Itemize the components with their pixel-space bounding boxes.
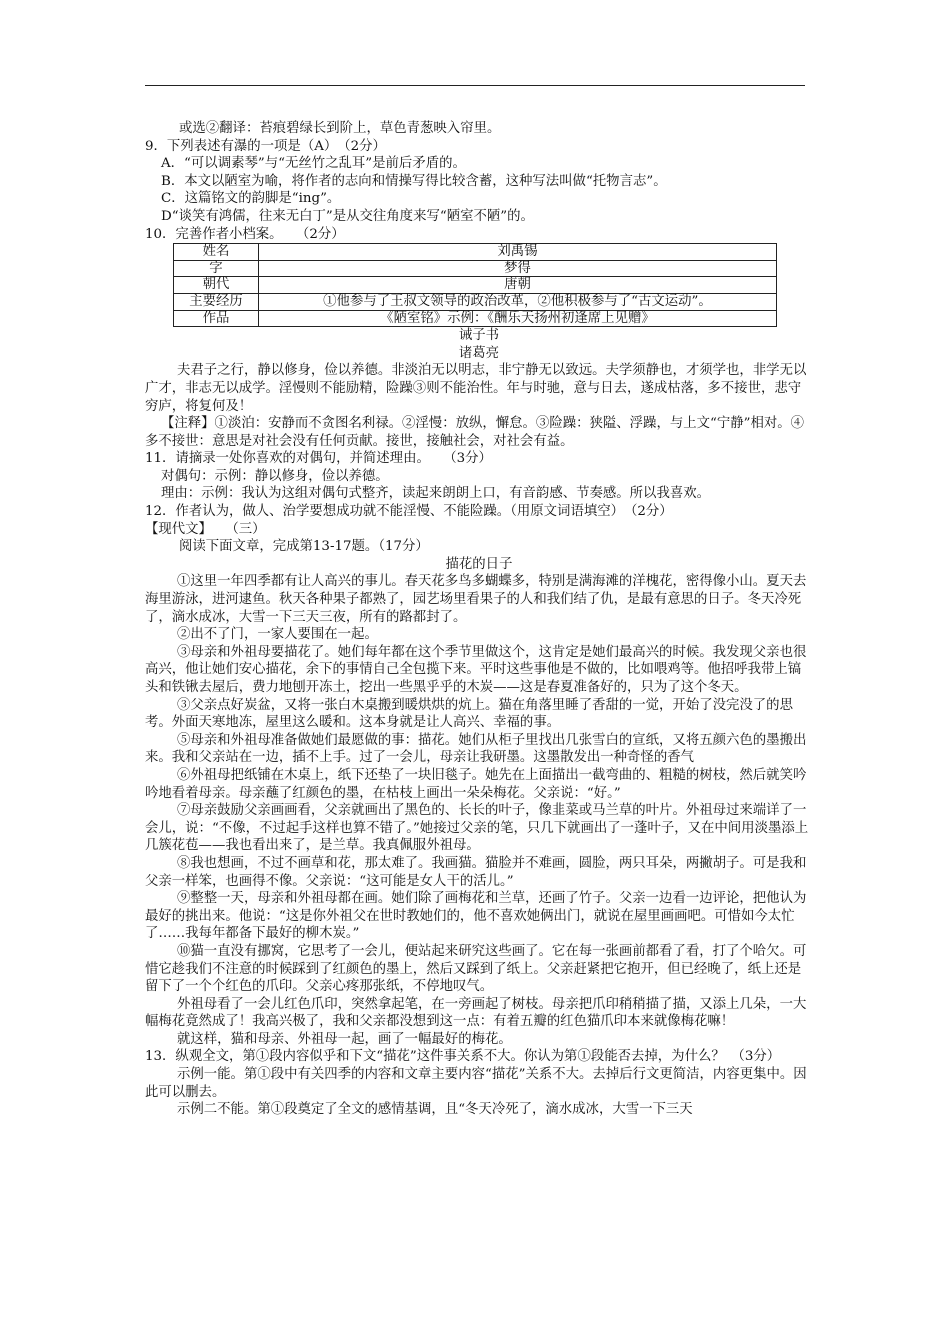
section-heading: 【现代文】 （三） — [145, 521, 266, 537]
story-paragraph: ⑩猫一直没有挪窝，它思考了一会儿，便站起来研究这些画了。它在每一张画前都看了看，打了个哈欠。可惜它趁我们不注意的时候踩到了红颜色的墨上，然后又踩到了纸上。父亲赶紧把它抱开，但已经晚了，纸上还是留下了一个个红色的爪印。父亲心疼那张纸，不停地叹气。 — [145, 943, 807, 995]
instruction: 阅读下面文章，完成第13-17题。（17分） — [179, 539, 429, 555]
question-13: 13．纵观全文，第①段内容似乎和下文“描花”这件事关系不大。你认为第①段能否去掉，为什么？ （3分） — [145, 1049, 781, 1065]
table-row — [174, 260, 777, 277]
table-row — [174, 293, 777, 310]
essay-title: 诫子书 — [458, 328, 500, 344]
document-page — [145, 120, 813, 1119]
option-c: C．这篇铭文的韵脚是“ing”。 — [161, 191, 341, 207]
table-key: 主要经历 — [174, 293, 259, 310]
table-value: 梦得 — [259, 260, 777, 277]
essay-note: 【注释】①淡泊：安静而不贪图名利禄。②淫慢：放纵，懈怠。③险躁：狭隘、浮躁，与上文“宁静”相对。④多不接世：意思是对社会没有任何贡献。接世，接触社会，对社会有益。 — [145, 416, 805, 449]
story-paragraph: ①这里一年四季都有让人高兴的事儿。春天花多鸟多蝴蝶多，特别是满海滩的洋槐花，密得像小山。夏天去海里游泳，进河逮鱼。秋天各种果子都熟了，园艺场里看果子的人和我们结了仇，是最有意思的日子。冬天冷死了，滴水成冰，大雪一下三天三夜，所有的路都封了。 — [145, 574, 807, 625]
option-d: D“谈笑有鸿儒，往来无白丁”是从交往角度来写“陋室不陋”的。 — [161, 208, 534, 224]
question-11: 11．请摘录一处你喜欢的对偶句，并简述理由。 （3分） — [145, 451, 492, 467]
table-key: 姓名 — [174, 244, 259, 261]
table-value: 《陋室铭》示例：《酬乐天扬州初逢席上见赠》 — [259, 310, 777, 327]
story-paragraph: 就这样，猫和母亲、外祖母一起，画了一幅最好的梅花。 — [177, 1031, 512, 1047]
table-row — [174, 244, 777, 261]
answer-13-a: 示例一能。第①段中有关四季的内容和文章主要内容“描花”关系不大。去掉后行文更简洁，内容更集中。因此可以删去。 — [145, 1067, 807, 1100]
table-row — [174, 277, 777, 294]
essay-author: 诸葛亮 — [458, 345, 500, 361]
answer-11-b: 理由：示例：我认为这组对偶句式整齐，读起来朗朗上口，有音韵感、节奏感。所以我喜欢。 — [161, 486, 711, 502]
table-key: 字 — [174, 260, 259, 277]
table-key: 作品 — [174, 310, 259, 327]
option-a: A．“可以调素琴”与“无丝竹之乱耳”是前后矛盾的。 — [161, 156, 466, 172]
story-paragraph: ⑨整整一天，母亲和外祖母都在画。她们除了画梅花和兰草，还画了竹子。父亲一边看一边评论，把他认为最好的挑出来。他说：“这是你外祖父在世时教她们的，他不喜欢她俩出门，就说在屋里画画吧。可惜如今太忙了……我每年都备下最好的柳木炭。” — [145, 891, 807, 942]
story-paragraph: ⑦母亲鼓励父亲画画看，父亲就画出了黑色的、长长的叶子，像韭菜或马兰草的叶片。外祖母过来端详了一会儿，说：“不像，不过起手这样也算不错了。”她接过父亲的笔，只几下就画出了一蓬叶子，又在中间用淡墨添上几簇花苞——我也看出来了，是兰草。我真佩服外祖母。 — [145, 803, 809, 854]
story-paragraph: ②出不了门，一家人要围在一起。 — [177, 627, 378, 643]
essay-body: 夫君子之行，静以修身，俭以养德。非淡泊无以明志，非宁静无以致远。夫学须静也，才须学也，非学无以广才，非志无以成学。淫慢则不能励精，险躁③则不能治性。年与时驰，意与日去，遂成枯落，多不接世，悲守穷庐，将复何及！ — [145, 363, 807, 414]
story-paragraph: ⑤母亲和外祖母准备做她们最愿做的事：描花。她们从柜子里找出几张雪白的宣纸，又将五颜六色的墨搬出来。我和父亲站在一边，插不上手。过了一会儿，母亲让我研墨。这墨散发出一种奇怪的香气 — [145, 732, 807, 766]
table-row — [174, 310, 777, 327]
question-12: 12．作者认为，做人、治学要想成功就不能淫慢、不能险躁。（用原文词语填空） （2分） — [145, 504, 673, 520]
answer-13-b: 示例二不能。第①段奠定了全文的感情基调，且“冬天冷死了，滴水成冰，大雪一下三天 — [177, 1102, 693, 1118]
author-profile-table — [173, 243, 777, 327]
table-key: 朝代 — [174, 277, 259, 294]
story-paragraph: ⑧我也想画，不过不画草和花，那太难了。我画猫。猫脸并不难画，圆脸，两只耳朵，两撇胡子。可是我和父亲一样笨，也画得不像。父亲说：“这可能是女人干的活儿。” — [145, 855, 807, 889]
story-paragraph: ⑥外祖母把纸铺在木桌上，纸下还垫了一块旧毯子。她先在上面描出一截弯曲的、粗糙的树枝，然后就笑吟吟地看着母亲。母亲蘸了红颜色的墨，在枯枝上画出一朵朵梅花。父亲说：“好。” — [145, 767, 807, 801]
table-value: 唐朝 — [259, 277, 777, 294]
table-value: ①他参与了王叔文领导的政治改革，②他积极参与了“古文运动”。 — [259, 293, 777, 310]
question-9: 9．下列表述有瀑的一项是（A） （2分） — [145, 138, 386, 154]
answer-11-a: 对偶句：示例：静以修身，俭以养德。 — [161, 468, 389, 484]
story-paragraph: ③父亲点好炭盆，又将一张白木桌搬到暖烘烘的炕上。猫在角落里睡了香甜的一觉，开始了没完没了的思考。外面天寒地冻，屋里这么暖和。这本身就是让人高兴、幸福的事。 — [145, 697, 793, 731]
story-paragraph: ③母亲和外祖母要描花了。她们每年都在这个季节里做这个，这肯定是她们最高兴的时候。我发现父亲也很高兴，他让她们安心描花，余下的事情自己全包揽下来。平时这些事他是不做的，比如喂鸡等。他招呼我带上镐头和铁锹去屋后，费力地刨开冻土，挖出一些黑乎乎的木炭——这是春夏准备好的，只为了这个冬天。 — [145, 644, 807, 695]
option-b: B．本文以陋室为喻，将作者的志向和情操写得比较含蓄，这种写法叫做“托物言志”。 — [161, 173, 667, 189]
header-rule — [145, 85, 805, 86]
table-value: 刘禹锡 — [259, 244, 777, 261]
answer-line: 或选②翻译：苔痕碧绿长到阶上，草色青葱映入帘里。 — [179, 121, 501, 136]
question-10: 10．完善作者小档案。 （2分） — [145, 226, 345, 242]
story-paragraph: 外祖母看了一会儿红色爪印，突然拿起笔，在一旁画起了树枝。母亲把爪印稍稍描了描，又添上几朵，一大幅梅花竟然成了！我高兴极了，我和父亲都没想到这一点：有着五瓣的红色猫爪印本来就像梅花嘛！ — [145, 996, 807, 1030]
story-title: 描花的日子 — [445, 556, 513, 572]
